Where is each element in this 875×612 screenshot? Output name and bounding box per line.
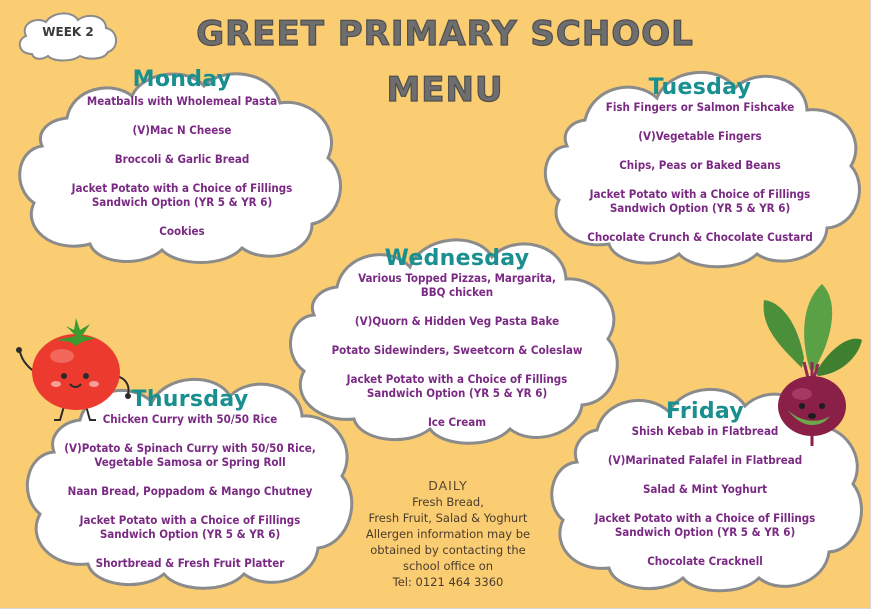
daily-line: Fresh Fruit, Salad & Yoghurt bbox=[368, 511, 528, 525]
thursday-item: Vegetable Samosa or Spring Roll bbox=[94, 455, 286, 469]
monday-item: (V)Mac N Cheese bbox=[132, 123, 232, 137]
monday-item: Cookies bbox=[159, 224, 205, 238]
thursday-item: (V)Potato & Spinach Curry with 50/50 Rice, bbox=[64, 441, 316, 455]
tuesday-heading: Tuesday bbox=[648, 75, 752, 100]
wednesday-item: BBQ chicken bbox=[420, 285, 494, 299]
tuesday-item: Fish Fingers or Salmon Fishcake bbox=[605, 100, 795, 114]
tuesday-item: Sandwich Option (YR 5 & YR 6) bbox=[609, 201, 791, 215]
school-title: GREET PRIMARY SCHOOL bbox=[196, 14, 694, 54]
phone-number: Tel: 0121 464 3360 bbox=[392, 575, 504, 589]
daily-info bbox=[338, 478, 558, 590]
thursday-item: Sandwich Option (YR 5 & YR 6) bbox=[99, 527, 281, 541]
tomato-character-icon bbox=[12, 312, 142, 427]
monday-item: Sandwich Option (YR 5 & YR 6) bbox=[91, 195, 273, 209]
thursday-item: Jacket Potato with a Choice of Fillings bbox=[79, 513, 301, 527]
thursday-item: Naan Bread, Poppadom & Mango Chutney bbox=[67, 484, 313, 498]
beetroot-character-icon bbox=[752, 278, 867, 448]
wednesday-item: (V)Quorn & Hidden Veg Pasta Bake bbox=[354, 314, 560, 328]
wednesday-item: Various Topped Pizzas, Margarita, bbox=[358, 271, 556, 285]
allergen-line: school office on bbox=[402, 559, 494, 573]
friday-item: Shish Kebab in Flatbread bbox=[631, 424, 779, 438]
wednesday-item: Jacket Potato with a Choice of Fillings bbox=[346, 372, 568, 386]
monday-heading: Monday bbox=[132, 67, 232, 92]
wednesday-item: Sandwich Option (YR 5 & YR 6) bbox=[366, 386, 548, 400]
daily-line: Fresh Bread, bbox=[412, 495, 484, 509]
thursday-heading: Thursday bbox=[131, 387, 249, 412]
monday-item: Meatballs with Wholemeal Pasta bbox=[86, 94, 278, 108]
monday-item: Jacket Potato with a Choice of Fillings bbox=[71, 181, 293, 195]
friday-item: Salad & Mint Yoghurt bbox=[642, 482, 768, 496]
thursday-item: Chicken Curry with 50/50 Rice bbox=[102, 412, 278, 426]
allergen-line: obtained by contacting the bbox=[370, 543, 526, 557]
friday-item: Chocolate Cracknell bbox=[647, 554, 763, 568]
wednesday-heading: Wednesday bbox=[384, 246, 530, 271]
thursday-item: Shortbread & Fresh Fruit Platter bbox=[95, 556, 285, 570]
menu-title: MENU bbox=[386, 70, 504, 110]
allergen-line: Allergen information may be bbox=[365, 527, 531, 541]
friday-item: (V)Marinated Falafel in Flatbread bbox=[607, 453, 803, 467]
tuesday-item: Jacket Potato with a Choice of Fillings bbox=[589, 187, 811, 201]
tuesday-item: Chocolate Crunch & Chocolate Custard bbox=[587, 230, 813, 244]
wednesday-item: Potato Sidewinders, Sweetcorn & Coleslaw bbox=[331, 343, 583, 357]
week-label: WEEK 2 bbox=[42, 25, 94, 39]
friday-heading: Friday bbox=[665, 399, 745, 424]
daily-heading: DAILY bbox=[428, 478, 468, 493]
tuesday-item: (V)Vegetable Fingers bbox=[638, 129, 762, 143]
friday-item: Jacket Potato with a Choice of Fillings bbox=[594, 511, 816, 525]
tuesday-item: Chips, Peas or Baked Beans bbox=[619, 158, 781, 172]
wednesday-item: Ice Cream bbox=[427, 415, 487, 429]
friday-item: Sandwich Option (YR 5 & YR 6) bbox=[614, 525, 796, 539]
monday-item: Broccoli & Garlic Bread bbox=[114, 152, 250, 166]
week-badge bbox=[14, 10, 122, 62]
